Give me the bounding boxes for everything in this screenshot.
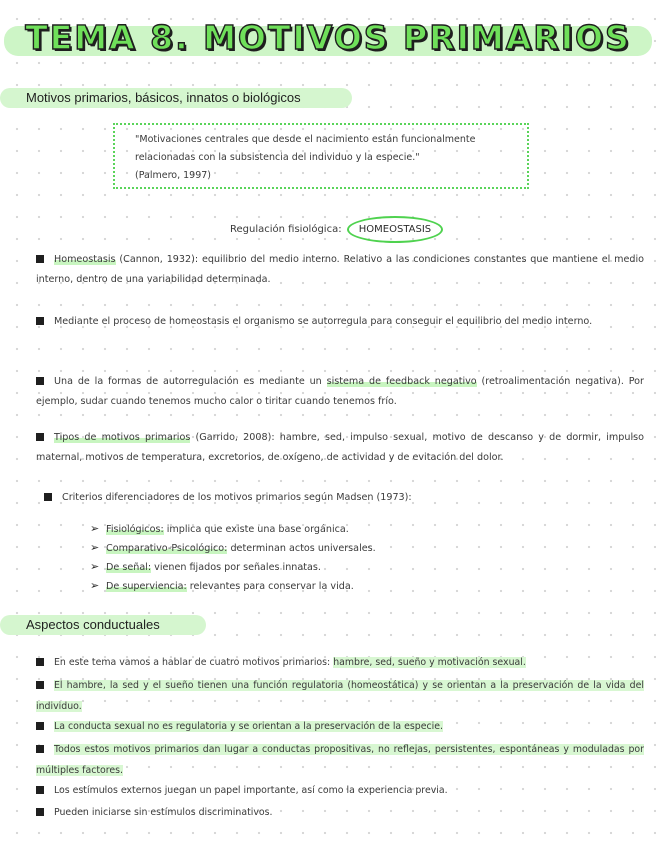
criteria-term: De superviencia: <box>106 581 187 592</box>
term-negative-feedback: sistema de feedback negativo <box>326 376 477 387</box>
bullet-square-icon <box>36 255 44 263</box>
arrow-bullet-icon: ➢ <box>90 522 100 535</box>
feedback-text-pre: Una de la formas de autorregulación es mediante un <box>54 376 327 387</box>
behavior-text-1-pre: En este tema vamos a hablar de cuatro motivos primarios: <box>54 657 334 668</box>
feedback-text-post: (retroalimentación negativa). Por ejemplo, sudar cuando tenemos mucho calor o tiritar cuando tenemos frío. <box>36 376 644 407</box>
paragraph-feedback <box>36 372 644 412</box>
page-title: TEMA 8. MOTIVOS PRIMARIOS <box>25 18 631 57</box>
homeostasis-definition: (Cannon, 1932): equilibrio del medio interno. Relativo a las condiciones constantes que mantiene el medio interno, dentro de una variabilidad determinada. <box>36 254 644 285</box>
criteria-description: relevantes para conservar la vida. <box>186 581 354 592</box>
behavior-bullet-3 <box>36 716 644 737</box>
criteria-description: determinan actos universales. <box>227 543 376 554</box>
arrow-bullet-icon: ➢ <box>90 541 100 554</box>
criteria-term: Comparativo-Psicológico: <box>106 543 228 554</box>
paragraph-criteria <box>44 488 652 508</box>
behavior-bullet-6 <box>36 802 644 823</box>
motive-types-text: (Garrido, 2008): hambre, sed, impulso sexual, motivo de descanso y de dormir, impulso maternal, motivos de temperatura, excretorios, de oxígeno, de actividad y de evitación del dolor. <box>36 432 644 463</box>
bullet-square-icon <box>36 377 44 385</box>
bullet-square-icon <box>36 681 44 689</box>
behavior-bullet-2 <box>36 675 644 717</box>
arrow-bullet-icon: ➢ <box>90 579 100 592</box>
bullet-square-icon <box>36 658 44 666</box>
bullet-square-icon <box>36 808 44 816</box>
behavior-bullet-1 <box>36 652 644 673</box>
behavior-bullet-5 <box>36 780 644 801</box>
regulation-label: Regulación fisiológica: <box>230 224 342 235</box>
criteria-item <box>90 538 376 558</box>
criteria-term: Fisiológicos: <box>106 524 164 535</box>
behavior-text-1-hl: hambre, sed, sueño y motivación sexual. <box>333 657 526 668</box>
quote-line-1: "Motivaciones centrales que desde el nacimiento están funcionalmente <box>135 134 476 145</box>
section-heading-primary-motives: Motivos primarios, básicos, innatos o biológicos <box>0 88 352 108</box>
arrow-bullet-icon: ➢ <box>90 560 100 573</box>
definition-quote-box <box>113 123 529 189</box>
bullet-square-icon <box>36 433 44 441</box>
behavior-text-6: Pueden iniciarse sin estímulos discriminativos. <box>54 807 273 818</box>
bullet-square-icon <box>36 786 44 794</box>
regulation-line <box>230 216 443 243</box>
paragraph-motive-types <box>36 428 644 468</box>
behavior-text-3: La conducta sexual no es regulatoria y se orientan a la preservación de la especie. <box>54 721 444 732</box>
bullet-square-icon <box>36 722 44 730</box>
bullet-square-icon <box>44 493 52 501</box>
autoregulation-text: Mediante el proceso de homeostasis el organismo se autorregula para conseguir el equilibrio del medio interno. <box>54 316 593 327</box>
homeostasis-circled-term: HOMEOSTASIS <box>347 216 443 243</box>
criteria-description: implica que existe una base orgánica. <box>163 524 349 535</box>
quote-citation: (Palmero, 1997) <box>135 170 211 181</box>
bullet-square-icon <box>36 317 44 325</box>
criteria-item <box>90 519 349 539</box>
paragraph-homeostasis <box>36 250 644 290</box>
behavior-text-5: Los estímulos externos juegan un papel importante, así como la experiencia previa. <box>54 785 448 796</box>
criteria-item <box>90 576 354 596</box>
criteria-intro: Criterios diferenciadores de los motivos primarios según Madsen (1973): <box>62 492 412 503</box>
behavior-bullet-4 <box>36 739 644 781</box>
quote-line-2: relacionadas con la subsistencia del individuo y la especie." <box>135 152 420 163</box>
paragraph-autoregulation <box>36 312 644 332</box>
term-motive-types: Tipos de motivos primarios <box>54 432 191 443</box>
bullet-square-icon <box>36 745 44 753</box>
criteria-description: vienen fijados por señales innatas. <box>151 562 321 573</box>
section-heading-behavioral: Aspectos conductuales <box>0 615 206 635</box>
term-homeostasis: Homeostasis <box>54 254 116 265</box>
behavior-text-4: Todos estos motivos primarios dan lugar a conductas propositivas, no reflejas, persistentes, espontáneas y moduladas por múltiples factores. <box>36 744 644 776</box>
behavior-text-2: El hambre, la sed y el sueño tienen una función regulatoria (homeostática) y se orientan a la preservación de la vida del individuo. <box>36 680 644 712</box>
criteria-item <box>90 557 321 577</box>
criteria-term: De señal: <box>106 562 152 573</box>
